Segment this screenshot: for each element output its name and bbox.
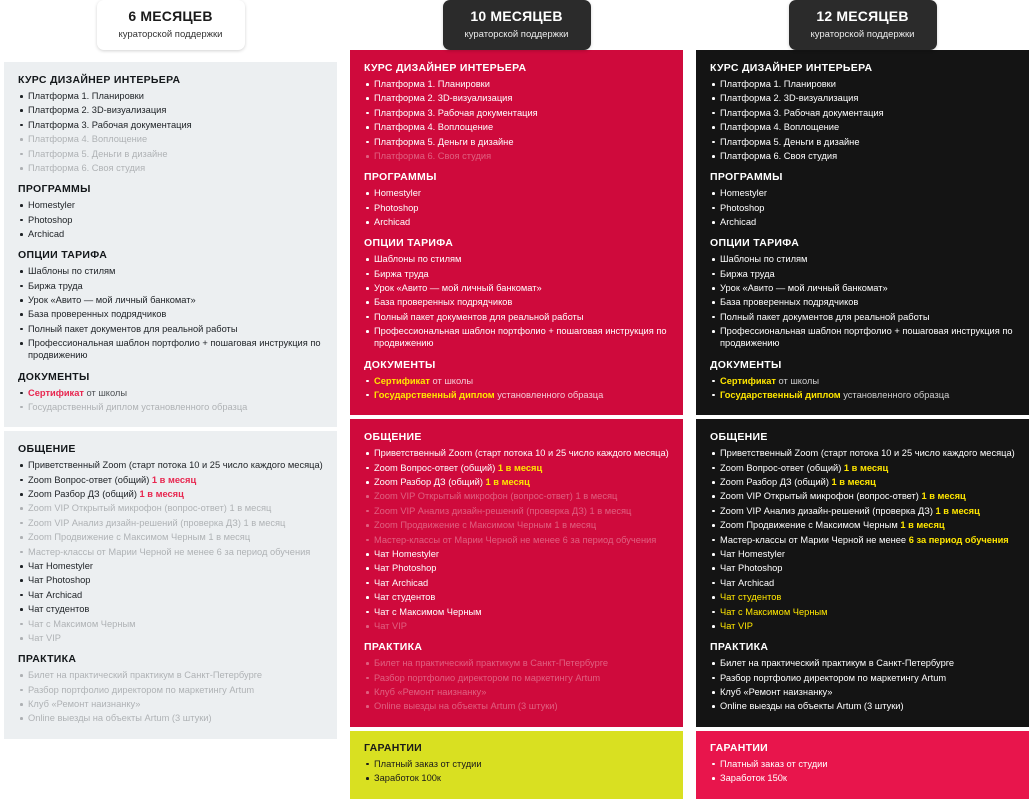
feature-list <box>18 669 323 724</box>
feature-item-text: Homestyler <box>28 200 76 211</box>
feature-item-text: Чат студентов <box>28 604 90 615</box>
feature-item <box>18 517 323 529</box>
feature-item <box>18 280 323 292</box>
feature-item <box>18 294 323 306</box>
section-title: ОБЩЕНИЕ <box>364 431 422 444</box>
feature-item-text: Приветственный Zoom (старт потока 10 и 25 число каждого месяца) <box>374 448 669 459</box>
tariff-column-12-months <box>696 0 1029 784</box>
feature-item <box>18 502 323 514</box>
feature-item <box>364 672 669 684</box>
feature-item <box>18 119 323 131</box>
feature-item <box>364 657 669 669</box>
feature-item <box>364 686 669 698</box>
section-title: ОПЦИИ ТАРИФА <box>18 249 108 262</box>
feature-list <box>710 187 1015 228</box>
feature-item-text: Платформа 3. Рабочая документация <box>720 107 884 118</box>
feature-item <box>18 603 323 615</box>
feature-item-text: База проверенных подрядчиков <box>720 297 859 308</box>
feature-item <box>364 150 669 162</box>
feature-item-text: Archicad <box>720 216 757 227</box>
badge-wrapper <box>696 0 1029 50</box>
feature-item-text: Платформа 3. Рабочая документация <box>374 107 538 118</box>
feature-item-text: Zoom Продвижение с Максимом Черным 1 в месяц <box>28 532 251 543</box>
feature-item-text: Заработок 150к <box>720 773 787 784</box>
feature-item <box>18 712 323 724</box>
feature-item-text: Биржа труда <box>374 268 429 279</box>
feature-item-text: Платформа 4. Воплощение <box>28 134 148 145</box>
feature-item-text: Homestyler <box>720 188 768 199</box>
feature-item-text: Zoom Продвижение с Максимом Черным 1 в месяц <box>374 520 597 531</box>
feature-item-text: Online выезды на объекты Artum (3 штуки) <box>720 701 904 712</box>
feature-item <box>364 107 669 119</box>
feature-item-text: Платформа 6. Своя студия <box>374 150 492 161</box>
feature-item <box>364 268 669 280</box>
feature-item <box>710 150 1015 162</box>
feature-item <box>710 462 1015 474</box>
feature-item-text: Archicad <box>28 228 65 239</box>
section-title: ГАРАНТИИ <box>364 741 423 754</box>
feature-list <box>364 78 669 162</box>
feature-item <box>18 133 323 145</box>
feature-item <box>364 121 669 133</box>
feature-item <box>18 669 323 681</box>
feature-item <box>18 401 323 413</box>
feature-item-highlight: 1 в месяц <box>900 520 945 531</box>
card-warranty-block <box>350 731 683 799</box>
feature-item <box>364 136 669 148</box>
feature-item <box>364 296 669 308</box>
feature-item-highlight: Государственный диплом <box>374 389 495 400</box>
feature-list <box>710 78 1015 162</box>
feature-item-text: Чат студентов <box>374 592 436 603</box>
feature-item <box>364 577 669 589</box>
feature-list <box>18 199 323 240</box>
feature-item-text: Zoom VIP Анализ дизайн-решений (проверка ДЗ) 1 в месяц <box>374 505 632 516</box>
feature-item-text: установленного образца <box>840 389 950 400</box>
feature-item-text: Чат с Максимом Черным <box>374 606 482 617</box>
feature-item-text: Платформа 2. 3D-визуализация <box>374 93 513 104</box>
feature-item-text: Photoshop <box>28 214 73 225</box>
card-course-block <box>4 62 337 427</box>
feature-item <box>710 700 1015 712</box>
feature-item-text: Zoom VIP Открытый микрофон (вопрос-ответ) 1 в месяц <box>374 491 618 502</box>
feature-item <box>18 148 323 160</box>
duration-subtitle: кураторской поддержки <box>810 29 915 40</box>
feature-item-text: Шаблоны по стилям <box>28 266 116 277</box>
feature-item-text: Чат Archicad <box>28 589 83 600</box>
feature-item-text: Платформа 6. Своя студия <box>28 162 146 173</box>
feature-item-highlight: 1 в месяц <box>935 505 980 516</box>
feature-item-text: Билет на практический практикум в Санкт-Петербурге <box>374 658 609 669</box>
feature-item <box>710 758 1015 770</box>
feature-item-text: Платный заказ от студии <box>720 758 828 769</box>
feature-item <box>18 387 323 399</box>
feature-item-text: Zoom VIP Анализ дизайн-решений (проверка ДЗ) 1 в месяц <box>28 517 286 528</box>
section-title: ПРОГРАММЫ <box>710 171 783 184</box>
feature-item <box>18 574 323 586</box>
duration-badge <box>789 0 937 50</box>
feature-item-text: Zoom Вопрос-ответ (общий) <box>28 474 152 485</box>
feature-list <box>710 375 1015 402</box>
feature-item-text: Урок «Авито — мой личный банкомат» <box>720 282 888 293</box>
section-title: ПРАКТИКА <box>18 653 77 666</box>
feature-item <box>364 92 669 104</box>
feature-item <box>18 560 323 572</box>
column-spacer <box>4 739 337 743</box>
duration-number: 10 МЕСЯЦЕВ <box>470 8 563 24</box>
feature-item-text: от школы <box>83 387 128 398</box>
feature-item-text: Шаблоны по стилям <box>720 254 808 265</box>
badge-wrapper <box>350 0 683 50</box>
feature-list <box>18 387 323 414</box>
feature-item <box>710 534 1015 546</box>
feature-item <box>364 389 669 401</box>
feature-item <box>364 78 669 90</box>
section-title: КУРС ДИЗАЙНЕР ИНТЕРЬЕРА <box>18 74 181 86</box>
feature-item-text: Разбор портфолио директором по маркетингу Artum <box>720 672 947 683</box>
feature-item-text: Homestyler <box>374 188 422 199</box>
feature-item <box>710 253 1015 265</box>
feature-item <box>710 325 1015 349</box>
feature-item-text: Чат Homestyler <box>374 549 440 560</box>
feature-item-text: База проверенных подрядчиков <box>28 309 167 320</box>
feature-item <box>18 308 323 320</box>
feature-item-text: Чат Homestyler <box>28 561 94 572</box>
feature-item-text: Мастер-классы от Марии Черной не менее 6 за период обучения <box>374 534 657 545</box>
feature-item <box>710 686 1015 698</box>
section-title: ДОКУМЕНТЫ <box>18 370 90 383</box>
feature-item <box>710 136 1015 148</box>
feature-item <box>364 311 669 323</box>
feature-item-text: Профессиональная шаблон портфолио + пошаговая инструкция по продвижению <box>720 326 1013 349</box>
feature-item-highlight: 1 в месяц <box>831 477 876 488</box>
feature-item-text: Archicad <box>374 216 411 227</box>
feature-item-text: Клуб «Ремонт наизнанку» <box>720 686 833 697</box>
feature-item <box>18 589 323 601</box>
feature-item-text: Шаблоны по стилям <box>374 254 462 265</box>
feature-item-text: Zoom VIP Открытый микрофон (вопрос-ответ) <box>720 491 922 502</box>
section-title: ПРОГРАММЫ <box>364 171 437 184</box>
feature-item <box>364 591 669 603</box>
feature-item <box>710 505 1015 517</box>
feature-item <box>710 296 1015 308</box>
feature-list <box>710 447 1015 632</box>
feature-item-text: База проверенных подрядчиков <box>374 297 513 308</box>
feature-item-text: от школы <box>429 375 474 386</box>
feature-item <box>18 228 323 240</box>
feature-item <box>18 214 323 226</box>
feature-item-text: Платформа 4. Воплощение <box>374 122 494 133</box>
section-title: ГАРАНТИИ <box>710 741 769 754</box>
card-course-block <box>350 50 683 415</box>
feature-item-text: Photoshop <box>720 202 765 213</box>
feature-item-text: Разбор портфолио директором по маркетингу Artum <box>374 672 601 683</box>
feature-list <box>364 187 669 228</box>
feature-item <box>710 92 1015 104</box>
feature-item <box>364 772 669 784</box>
feature-item <box>18 162 323 174</box>
feature-item <box>18 104 323 116</box>
feature-item-text: Платформа 2. 3D-визуализация <box>28 105 167 116</box>
card-course-block <box>696 50 1029 415</box>
section-title: ПРАКТИКА <box>710 641 769 654</box>
feature-item-text: Урок «Авито — мой личный банкомат» <box>28 294 196 305</box>
feature-item-highlight: Государственный диплом <box>720 389 841 400</box>
feature-item-text: Биржа труда <box>28 280 83 291</box>
feature-item-text: Мастер-классы от Марии Черной не менее <box>720 534 909 545</box>
feature-item-text: Платформа 6. Своя студия <box>720 150 838 161</box>
feature-item <box>710 490 1015 502</box>
feature-item-text: Zoom Разбор ДЗ (общий) <box>28 489 140 500</box>
feature-item-text: Чат Archicad <box>374 577 429 588</box>
feature-item <box>18 323 323 335</box>
feature-item-text: Чат Photoshop <box>374 563 437 574</box>
feature-item <box>364 519 669 531</box>
feature-item-text: Билет на практический практикум в Санкт-Петербурге <box>28 670 263 681</box>
feature-item <box>364 490 669 502</box>
feature-item-highlight: 6 за период обучения <box>908 534 1009 545</box>
feature-item <box>364 325 669 349</box>
feature-item <box>18 698 323 710</box>
tariff-column-10-months <box>350 0 683 784</box>
feature-item-text: установленного образца <box>494 389 604 400</box>
feature-item-text: Биржа труда <box>720 268 775 279</box>
duration-badge <box>97 0 245 50</box>
card-communication-block <box>696 419 1029 726</box>
feature-item <box>364 562 669 574</box>
feature-item-text: Клуб «Ремонт наизнанку» <box>28 698 141 709</box>
feature-item-highlight: 1 в месяц <box>497 462 543 473</box>
feature-item-text: Чат Photoshop <box>28 575 91 586</box>
feature-item-text: от школы <box>775 375 820 386</box>
feature-item <box>364 282 669 294</box>
feature-list <box>364 253 669 349</box>
feature-item <box>364 606 669 618</box>
feature-item <box>364 758 669 770</box>
feature-item <box>18 684 323 696</box>
feature-list <box>364 657 669 712</box>
feature-item-text: Online выезды на объекты Artum (3 штуки) <box>374 701 558 712</box>
feature-item <box>18 337 323 361</box>
feature-item-text: Zoom Разбор ДЗ (общий) <box>374 477 486 488</box>
feature-item <box>710 78 1015 90</box>
feature-item <box>364 534 669 546</box>
feature-item <box>364 216 669 228</box>
feature-item <box>710 519 1015 531</box>
card-communication-block <box>350 419 683 726</box>
feature-item-text: Платформа 5. Деньги в дизайне <box>374 136 514 147</box>
feature-item <box>18 632 323 644</box>
feature-item <box>364 202 669 214</box>
feature-item-text: Чат с Максимом Черным <box>720 606 828 617</box>
feature-item <box>710 311 1015 323</box>
feature-item-text: Чат VIP <box>720 620 753 631</box>
feature-item-text: Платформа 5. Деньги в дизайне <box>720 136 860 147</box>
feature-item <box>18 546 323 558</box>
feature-item-text: Приветственный Zoom (старт потока 10 и 25 число каждого месяца) <box>28 460 323 471</box>
duration-subtitle: кураторской поддержки <box>118 29 223 40</box>
feature-item <box>710 375 1015 387</box>
feature-list <box>364 447 669 632</box>
feature-item-text: Платформа 1. Планировки <box>28 91 144 101</box>
feature-item <box>710 606 1015 618</box>
section-title: КУРС ДИЗАЙНЕР ИНТЕРЬЕРА <box>364 62 527 74</box>
feature-item-highlight: Сертификат <box>28 387 84 398</box>
feature-item-text: Платформа 4. Воплощение <box>720 122 840 133</box>
feature-list <box>18 459 323 644</box>
feature-item-text: Полный пакет документов для реальной работы <box>28 323 238 334</box>
section-title: ДОКУМЕНТЫ <box>364 358 436 371</box>
feature-item <box>710 389 1015 401</box>
feature-item-text: Профессиональная шаблон портфолио + пошаговая инструкция по продвижению <box>374 326 667 349</box>
feature-item-text: Photoshop <box>374 202 419 213</box>
feature-item-highlight: 1 в месяц <box>921 491 966 502</box>
feature-item <box>364 447 669 459</box>
feature-item-text: Платформа 5. Деньги в дизайне <box>28 148 168 159</box>
feature-item <box>18 459 323 471</box>
feature-item <box>364 476 669 488</box>
feature-item <box>710 577 1015 589</box>
feature-item <box>364 187 669 199</box>
feature-item-text: Платформа 1. Планировки <box>374 79 490 89</box>
feature-item-text: Zoom Разбор ДЗ (общий) <box>720 477 832 488</box>
feature-item-text: Урок «Авито — мой личный банкомат» <box>374 282 542 293</box>
feature-item <box>710 548 1015 560</box>
feature-item <box>710 562 1015 574</box>
feature-item-text: Заработок 100к <box>374 773 441 784</box>
card-communication-block <box>4 431 337 738</box>
tariff-column-6-months <box>4 0 337 743</box>
duration-number: 12 МЕСЯЦЕВ <box>816 8 909 24</box>
feature-item <box>710 121 1015 133</box>
feature-item <box>364 462 669 474</box>
feature-item-text: Zoom Вопрос-ответ (общий) <box>374 462 498 473</box>
feature-item <box>18 488 323 500</box>
feature-item-text: Чат студентов <box>720 592 782 603</box>
feature-item <box>710 476 1015 488</box>
feature-item-text: Государственный диплом установленного образца <box>28 401 248 412</box>
feature-list <box>710 758 1015 785</box>
feature-item-text: Разбор портфолио директором по маркетингу Artum <box>28 684 255 695</box>
duration-badge <box>443 0 591 50</box>
feature-list <box>18 265 323 361</box>
feature-item-text: Клуб «Ремонт наизнанку» <box>374 686 487 697</box>
feature-item-text: Платформа 2. 3D-визуализация <box>720 93 859 104</box>
section-title: ПРАКТИКА <box>364 641 423 654</box>
feature-item-text: Платформа 1. Планировки <box>720 79 836 89</box>
feature-item-highlight: 1 в месяц <box>151 474 197 485</box>
feature-item <box>710 657 1015 669</box>
feature-item <box>710 202 1015 214</box>
section-title: ДОКУМЕНТЫ <box>710 358 782 371</box>
feature-item <box>18 199 323 211</box>
feature-list <box>710 657 1015 712</box>
feature-item-text: Zoom VIP Анализ дизайн-решений (проверка ДЗ) <box>720 505 936 516</box>
feature-item-text: Online выезды на объекты Artum (3 штуки) <box>28 713 212 724</box>
duration-subtitle: кураторской поддержки <box>464 29 569 40</box>
feature-item <box>710 620 1015 632</box>
feature-item-text: Zoom Вопрос-ответ (общий) <box>720 462 844 473</box>
feature-item-highlight: 1 в месяц <box>843 462 889 473</box>
section-title: ОБЩЕНИЕ <box>18 443 76 456</box>
feature-item-text: Чат VIP <box>28 632 61 643</box>
feature-item <box>18 618 323 630</box>
feature-list <box>18 90 323 174</box>
feature-item <box>710 282 1015 294</box>
feature-item-text: Чат VIP <box>374 620 407 631</box>
badge-wrapper <box>4 0 337 62</box>
feature-item <box>364 700 669 712</box>
feature-item <box>18 90 323 102</box>
section-title: ОБЩЕНИЕ <box>710 431 768 444</box>
feature-item-text: Полный пакет документов для реальной работы <box>374 311 584 322</box>
feature-item <box>710 672 1015 684</box>
feature-item-text: Мастер-классы от Марии Черной не менее 6 за период обучения <box>28 546 311 557</box>
feature-item <box>364 253 669 265</box>
feature-item <box>710 447 1015 459</box>
feature-list <box>710 253 1015 349</box>
feature-item <box>710 216 1015 228</box>
feature-item-text: Чат с Максимом Черным <box>28 618 136 629</box>
feature-item-text: Билет на практический практикум в Санкт-Петербурге <box>720 658 955 669</box>
feature-item-highlight: 1 в месяц <box>139 489 184 500</box>
feature-item-highlight: Сертификат <box>374 375 430 386</box>
feature-item-text: Zoom VIP Открытый микрофон (вопрос-ответ) 1 в месяц <box>28 503 272 514</box>
feature-item <box>18 265 323 277</box>
feature-item <box>710 107 1015 119</box>
feature-item-text: Платформа 3. Рабочая документация <box>28 119 192 130</box>
feature-item <box>710 268 1015 280</box>
feature-item <box>18 474 323 486</box>
section-title: ПРОГРАММЫ <box>18 183 91 196</box>
section-title: КУРС ДИЗАЙНЕР ИНТЕРЬЕРА <box>710 62 873 74</box>
feature-item-text: Полный пакет документов для реальной работы <box>720 311 930 322</box>
feature-item-text: Чат Archicad <box>720 577 775 588</box>
feature-item-text: Платный заказ от студии <box>374 758 482 769</box>
section-title: ОПЦИИ ТАРИФА <box>710 237 800 250</box>
feature-item <box>364 375 669 387</box>
section-title: ОПЦИИ ТАРИФА <box>364 237 454 250</box>
feature-item-text: Чат Photoshop <box>720 563 783 574</box>
card-warranty-block <box>696 731 1029 799</box>
feature-item <box>364 548 669 560</box>
duration-number: 6 МЕСЯЦЕВ <box>128 8 213 24</box>
feature-item-highlight: Сертификат <box>720 375 776 386</box>
feature-item-text: Zoom Продвижение с Максимом Черным <box>720 520 901 531</box>
feature-item-text: Профессиональная шаблон портфолио + пошаговая инструкция по продвижению <box>28 338 321 361</box>
feature-item <box>364 620 669 632</box>
feature-item <box>364 505 669 517</box>
feature-list <box>364 758 669 785</box>
feature-item-highlight: 1 в месяц <box>485 477 530 488</box>
feature-item-text: Приветственный Zoom (старт потока 10 и 25 число каждого месяца) <box>720 448 1015 459</box>
feature-item <box>710 187 1015 199</box>
feature-item <box>710 772 1015 784</box>
feature-item <box>710 591 1015 603</box>
feature-item-text: Чат Homestyler <box>720 549 786 560</box>
feature-item <box>18 531 323 543</box>
feature-list <box>364 375 669 402</box>
